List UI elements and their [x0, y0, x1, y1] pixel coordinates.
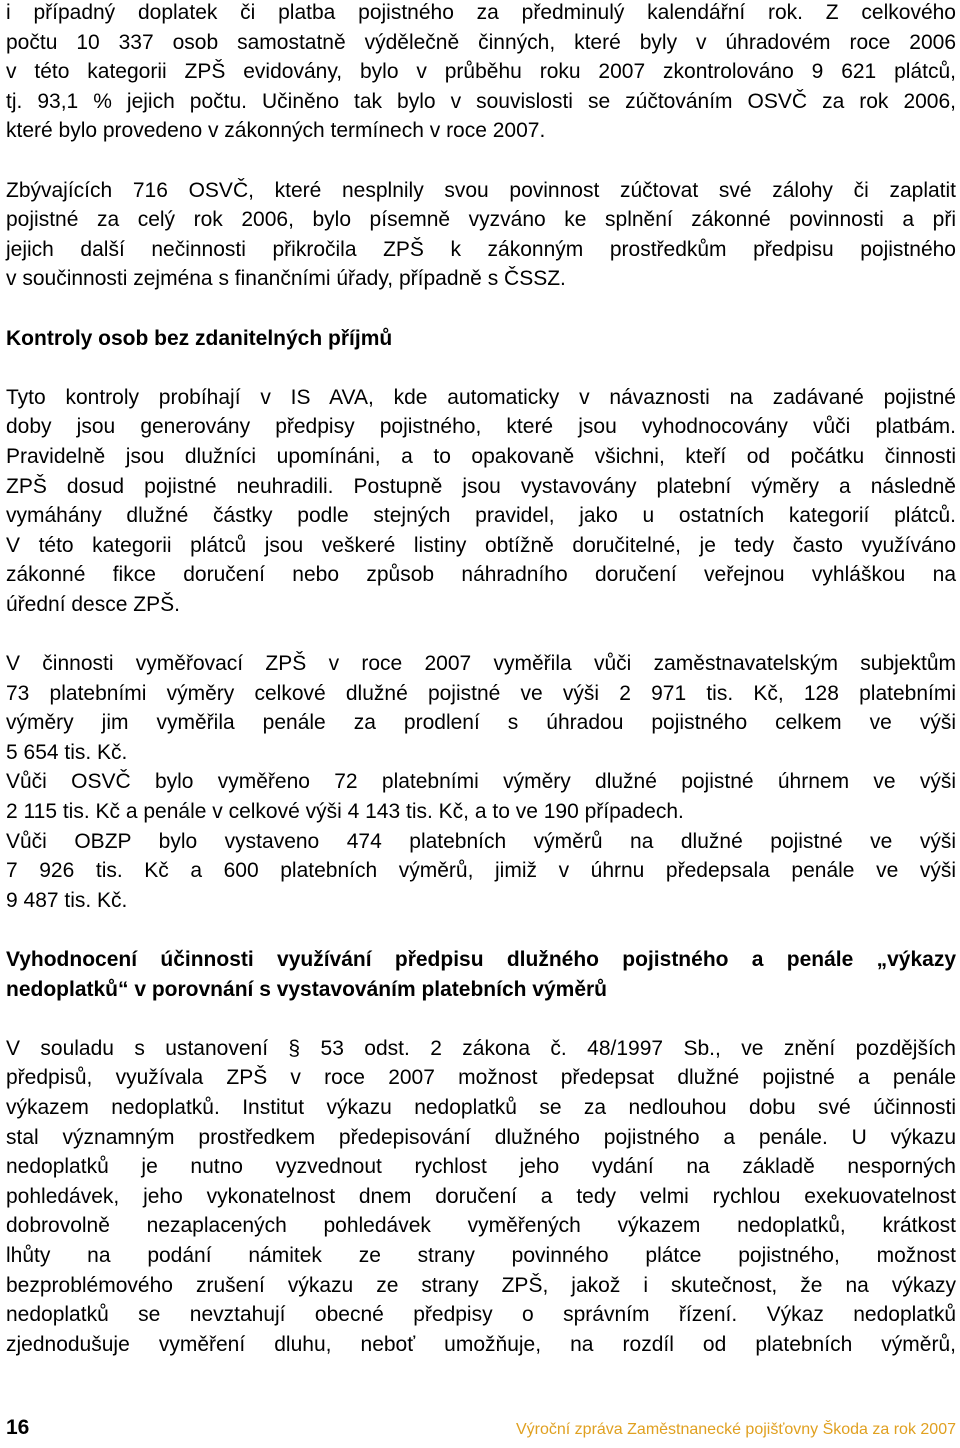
- page-number: 16: [6, 1416, 30, 1439]
- section-heading: [6, 945, 956, 1004]
- text-line: Pravidelně jsou dlužníci upomínáni, a to opakovaně všichni, kteří od počátku činnosti: [6, 444, 956, 468]
- text-line: 2 115 tis. Kč a penále v celkové výši 4 143 tis. Kč, a to ve 190 případech.: [6, 800, 684, 824]
- text-line: zjednodušuje vyměření dluhu, neboť umožňuje, na rozdíl od platebních výměrů,: [6, 1332, 956, 1356]
- text-line: nedoplatků se nevztahují obecné předpisy o správním řízení. Výkaz nedoplatků: [6, 1303, 956, 1327]
- document-body: [6, 0, 956, 1359]
- text-line: jejich další nečinnosti přikročila ZPŠ k zákonným prostředkům předpisu pojistného: [6, 237, 956, 261]
- paragraph-gap: [6, 146, 956, 176]
- text-line: předpisů, využívala ZPŠ v roce 2007 možnost předepsat dlužné pojistné a penále: [6, 1066, 956, 1090]
- heading-line: nedoplatků“ v porovnání s vystavováním platebních výměrů: [6, 977, 608, 1001]
- text-line: které bylo provedeno v zákonných termínech v roce 2007.: [6, 119, 546, 143]
- text-line: Zbývajících 716 OSVČ, které nesplnily svou povinnost zúčtovat své zálohy či zaplatit: [6, 178, 956, 202]
- text-line: tj. 93,1 % jejich počtu. Učiněno tak bylo v souvislosti se zúčtováním OSVČ za rok 2006,: [6, 89, 956, 113]
- text-line: V této kategorii plátců jsou veškeré listiny obtížně doručitelné, je tedy často využíváno: [6, 533, 956, 557]
- text-line: nedoplatků je nutno vyzvednout rychlost jeho vydání na základě nesporných: [6, 1155, 956, 1179]
- text-line: 9 487 tis. Kč.: [6, 888, 128, 912]
- text-line: Vůči OSVČ bylo vyměřeno 72 platebními výměry dlužné pojistné úhrnem ve výši: [6, 770, 956, 794]
- paragraph-gap: [6, 915, 956, 945]
- heading-line: Vyhodnocení účinnosti využívání předpisu dlužného pojistného a penále „výkazy: [6, 948, 956, 971]
- paragraph: [6, 649, 956, 915]
- page-footer: [0, 1408, 960, 1448]
- footer-title: Výroční zpráva Zaměstnanecké pojišťovny Škoda za rok 2007: [515, 1421, 956, 1438]
- paragraph: [6, 383, 956, 620]
- text-line: bezproblémového zrušení výkazu ze strany ZPŠ, jakož i skutečnost, že na výkazy: [6, 1273, 956, 1297]
- text-line: výkazem nedoplatků. Institut výkazu nedoplatků se za nedlouhou dobu své účinnosti: [6, 1095, 956, 1119]
- text-line: pojistné za celý rok 2006, bylo písemně vyzváno ke splnění zákonné povinnosti a při: [6, 208, 956, 232]
- paragraph: [6, 0, 956, 146]
- text-line: stal významným prostředkem předepisování dlužného pojistného a penále. U výkazu: [6, 1125, 956, 1149]
- paragraph-gap: [6, 294, 956, 324]
- text-line: v této kategorii ZPŠ evidovány, bylo v průběhu roku 2007 zkontrolováno 9 621 plátců,: [6, 60, 956, 84]
- text-line: lhůty na podání námitek ze strany povinného plátce pojistného, možnost: [6, 1243, 956, 1267]
- paragraph-gap: [6, 1004, 956, 1034]
- text-line: počtu 10 337 osob samostatně výdělečně činných, které byly v úhradovém roce 2006: [6, 30, 956, 54]
- text-line: V činnosti vyměřovací ZPŠ v roce 2007 vyměřila vůči zaměstnavatelským subjektům: [6, 652, 956, 676]
- text-line: vymáhány dlužné částky podle stejných pravidel, jako u ostatních kategorií plátců.: [6, 504, 956, 528]
- text-line: 73 platebními výměry celkové dlužné pojistné ve výši 2 971 tis. Kč, 128 platebními: [6, 681, 956, 705]
- text-line: zákonné fikce doručení nebo způsob náhradního doručení veřejnou vyhláškou na: [6, 563, 956, 587]
- paragraph: [6, 176, 956, 294]
- text-line: Tyto kontroly probíhají v IS AVA, kde automaticky v návaznosti na zadávané pojistné: [6, 385, 956, 409]
- text-line: Vůči OBZP bylo vystaveno 474 platebních výměrů na dlužné pojistné ve výši: [6, 829, 956, 853]
- text-line: 7 926 tis. Kč a 600 platebních výměrů, jimiž v úhrnu předepsala penále ve výši: [6, 859, 956, 883]
- text-line: V souladu s ustanovení § 53 odst. 2 zákona č. 48/1997 Sb., ve znění pozdějších: [6, 1036, 956, 1060]
- text-line: úřední desce ZPŠ.: [6, 592, 180, 616]
- paragraph-gap: [6, 353, 956, 383]
- text-line: v součinnosti zejména s finančními úřady, případně s ČSSZ.: [6, 267, 566, 291]
- heading-line: Kontroly osob bez zdanitelných příjmů: [6, 326, 393, 350]
- text-line: ZPŠ dosud pojistné neuhradili. Postupně jsou vystavovány platební výměry a následně: [6, 474, 956, 498]
- text-line: i případný doplatek či platba pojistného za předminulý kalendářní rok. Z celkového: [6, 1, 956, 24]
- text-line: 5 654 tis. Kč.: [6, 740, 128, 764]
- paragraph-gap: [6, 619, 956, 649]
- paragraph: [6, 1034, 956, 1360]
- text-line: výměry jim vyměřila penále za prodlení s úhradou pojistného celkem ve výši: [6, 711, 956, 735]
- text-line: doby jsou generovány předpisy pojistného, které jsou vyhodnocovány vůči platbám.: [6, 415, 956, 439]
- text-line: pohledávek, jeho vykonatelnost dnem doručení a tedy velmi rychlou exekuovatelnost: [6, 1184, 956, 1208]
- section-heading: [6, 324, 956, 354]
- text-line: dobrovolně nezaplacených pohledávek vyměřených výkazem nedoplatků, krátkost: [6, 1214, 956, 1238]
